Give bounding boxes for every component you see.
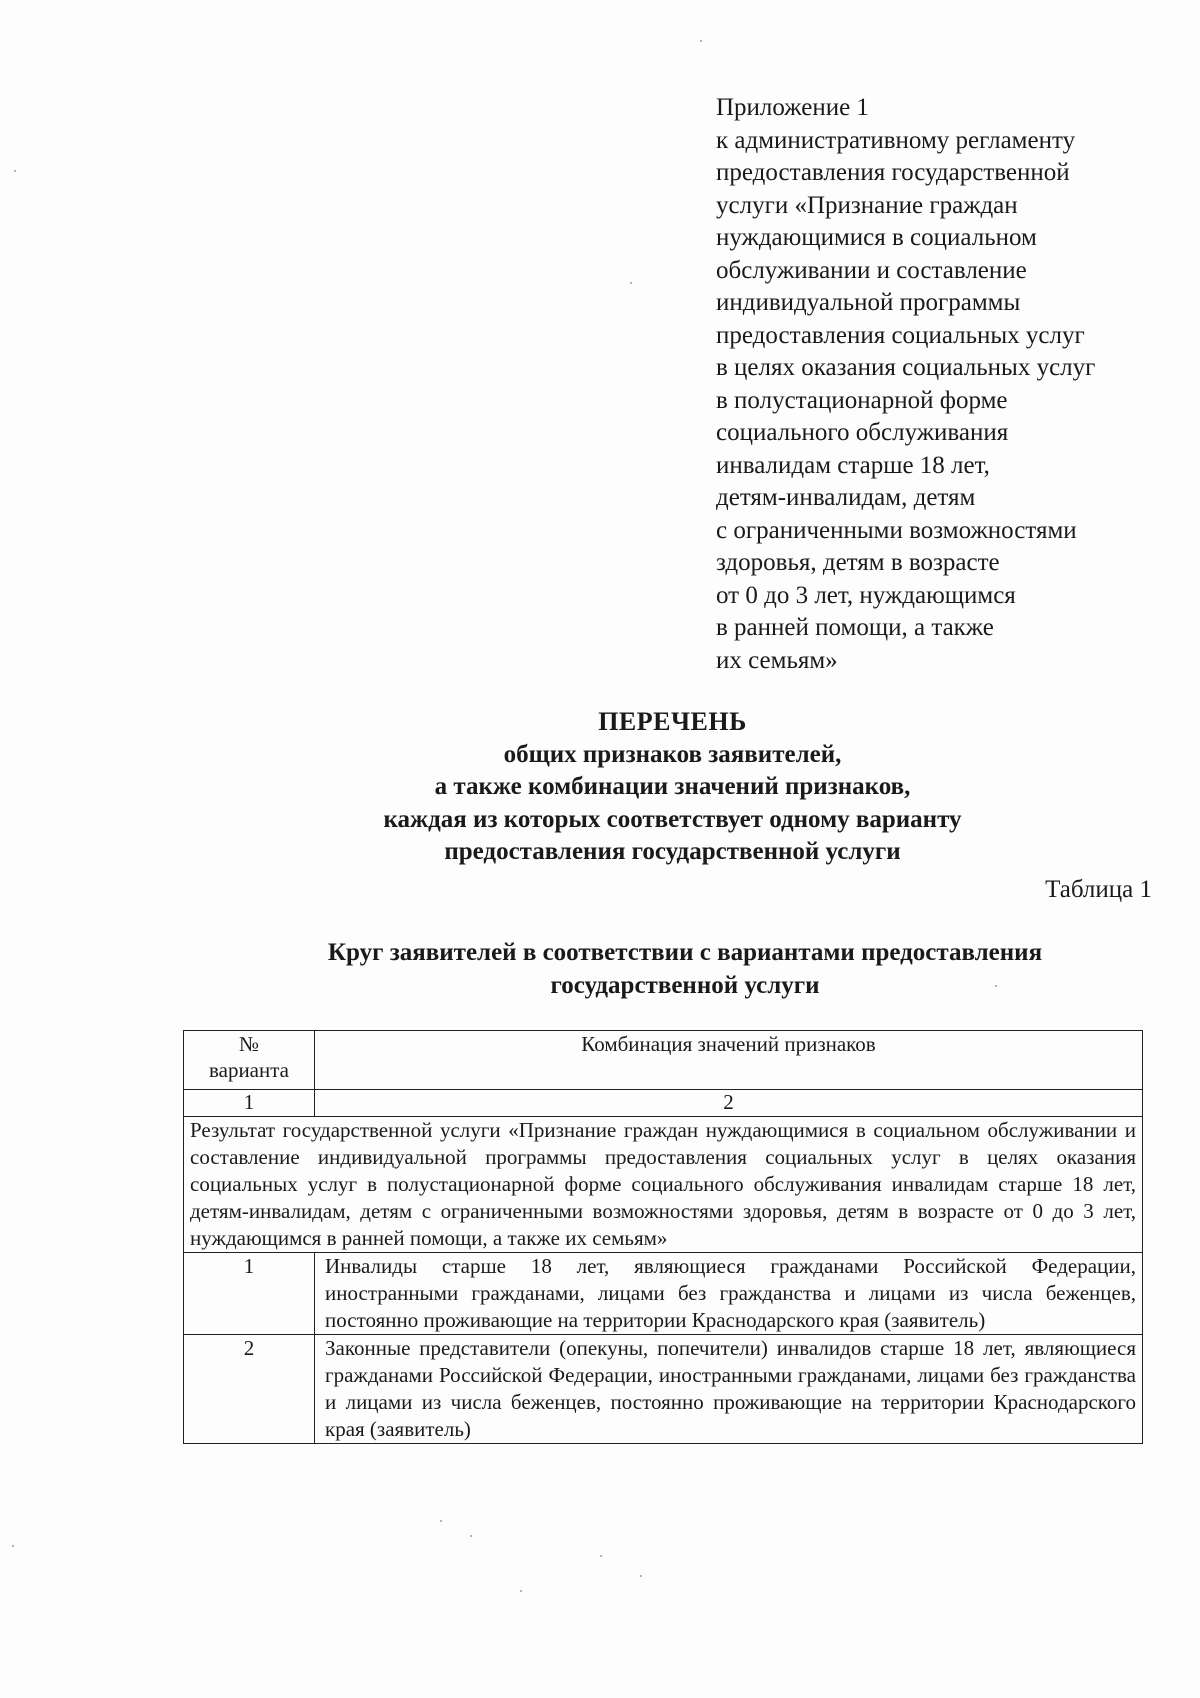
table-row: [184, 1253, 1143, 1335]
index-cell-1: 1: [184, 1090, 315, 1117]
variant-description-cell: Инвалиды старше 18 лет, являющиеся гражданами Российской Федерации, иностранными гражданами, лицами без гражданства и лицами из числа беженцев, постоянно проживающие на территории Краснодарского края (заявитель): [315, 1253, 1143, 1335]
scan-speck: [440, 1520, 442, 1522]
title-line: предоставления государственной услуги: [444, 838, 901, 865]
table-title: [250, 937, 1120, 1002]
index-cell-2: 2: [315, 1090, 1143, 1117]
table-caption: Таблица 1: [1045, 876, 1152, 903]
variant-number-cell: 2: [184, 1335, 315, 1444]
scan-speck: [520, 1590, 522, 1592]
scan-speck: [640, 1575, 642, 1577]
appendix-note: Приложение 1 к административному регламенту предоставления государственной услуги «Признание граждан нуждающимися в социальном обслуживании и составление индивидуальной программы предоставления социальных услуг в целях оказания социальных услуг в полустационарной форме социального обслуживания инвалидам старше 18 лет, детям-инвалидам, детям с ограниченными возможностями здоровья, детям в возрасте от 0 до 3 лет, нуждающимся в ранней помощи, а также их семьям»: [716, 94, 1096, 674]
document-title: [250, 706, 1095, 869]
scan-speck: [600, 1555, 602, 1557]
variant-number-cell: 1: [184, 1253, 315, 1335]
result-cell: Результат государственной услуги «Признание граждан нуждающимися в социальном обслуживании и составление индивидуальной программы предоставления социальных услуг в целях оказания социальных услуг в полустационарной форме социального обслуживания инвалидам старше 18 лет, детям-инвалидам, детям с ограниченными возможностями здоровья, детям в возрасте от 0 до 3 лет, нуждающимся в ранней помощи, а также их семьям»: [184, 1117, 1143, 1253]
title-line: каждая из которых соответствует одному варианту: [383, 805, 962, 833]
table-header-row: [184, 1031, 1143, 1090]
scan-speck: [630, 282, 632, 284]
header-combination-label: Комбинация значений признаков: [581, 1032, 876, 1056]
scan-speck: [470, 1535, 472, 1537]
table-index-row: [184, 1090, 1143, 1117]
table-title-line: Круг заявителей в соответствии с вариантами предоставления: [327, 939, 1043, 966]
header-variant-number-label: № варианта: [208, 1032, 289, 1082]
scan-speck: [12, 1545, 14, 1547]
scan-speck: [14, 170, 16, 172]
header-variant-number: [184, 1031, 315, 1090]
table-result-row: [184, 1117, 1143, 1253]
applicants-table: [183, 1030, 1143, 1444]
title-line: а также комбинации значений признаков,: [434, 773, 911, 800]
header-combination: [315, 1031, 1143, 1090]
variant-description-cell: Законные представители (опекуны, попечители) инвалидов старше 18 лет, являющиеся гражданами Российской Федерации, иностранными гражданами, лицами без гражданства и лицами из числа беженцев, постоянно проживающие на территории Краснодарского края (заявитель): [315, 1335, 1143, 1444]
table-row: [184, 1335, 1143, 1444]
title-main: ПЕРЕЧЕНЬ: [598, 707, 747, 736]
scan-speck: [995, 985, 997, 987]
table-title-line: государственной услуги: [550, 971, 820, 999]
title-line: общих признаков заявителей,: [503, 740, 842, 768]
scan-speck: [700, 40, 702, 42]
